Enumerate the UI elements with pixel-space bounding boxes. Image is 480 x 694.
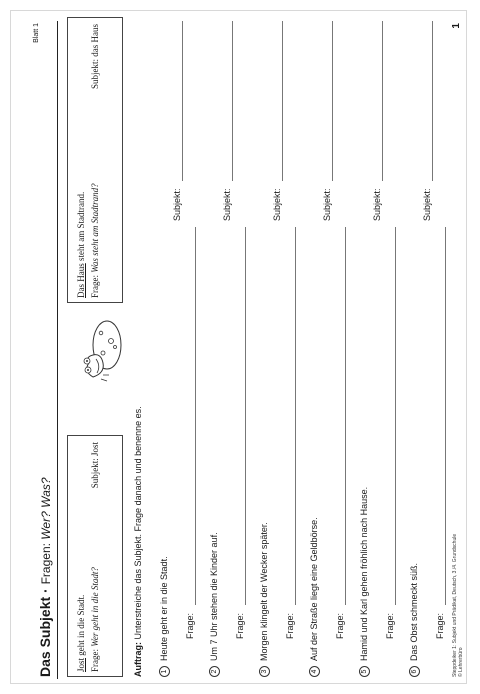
subject-label: Subjekt: bbox=[422, 188, 432, 221]
subject-label: Subjekt: bbox=[222, 188, 232, 221]
exercise-number: 6 bbox=[409, 666, 420, 677]
exercise-sentence: Morgen klingelt der Wecker später. bbox=[259, 522, 269, 661]
question-answer-line[interactable] bbox=[195, 227, 196, 605]
question-label: Frage: bbox=[435, 612, 445, 639]
example-2-question bbox=[90, 183, 100, 298]
title-text: Das Subjekt bbox=[37, 596, 53, 677]
example-1-subject: Subjekt: Jost bbox=[90, 442, 100, 489]
title-divider bbox=[57, 21, 58, 679]
subject-answer-line[interactable] bbox=[232, 21, 233, 181]
exercise-number: 2 bbox=[209, 666, 220, 677]
title-separator: · bbox=[37, 588, 53, 593]
example-2-sentence bbox=[76, 192, 86, 298]
question-label: Frage: bbox=[335, 612, 345, 639]
subject-answer-line[interactable] bbox=[182, 21, 183, 181]
page-footer bbox=[452, 534, 464, 677]
subject-label: Subjekt: bbox=[372, 188, 382, 221]
example-2-subject: Subjekt: das Haus bbox=[90, 24, 100, 89]
sheet-label: Blatt 1 bbox=[33, 23, 40, 43]
example-box-2 bbox=[67, 17, 123, 303]
example-2-question-prefix: Frage: bbox=[90, 272, 100, 298]
subject-answer-line[interactable] bbox=[382, 21, 383, 181]
task-instruction bbox=[133, 406, 143, 677]
subject-label: Subjekt: bbox=[272, 188, 282, 221]
page-frame bbox=[10, 10, 467, 684]
subject-answer-line[interactable] bbox=[332, 21, 333, 181]
footer-line-2: © Lehrerbüro bbox=[458, 647, 464, 677]
question-label: Frage: bbox=[235, 612, 245, 639]
exercise-number: 3 bbox=[259, 666, 270, 677]
exercise-number: 4 bbox=[309, 666, 320, 677]
exercise-sentence: Das Obst schmeckt süß. bbox=[409, 562, 419, 661]
subtitle-prefix: Fragen: bbox=[39, 539, 53, 585]
page-number: 1 bbox=[451, 23, 462, 29]
exercise-sentence: Hamid und Karl gehen fröhlich nach Hause. bbox=[359, 486, 369, 661]
example-2-question-text: Was steht am Stadtrand? bbox=[90, 183, 100, 273]
subject-label: Subjekt: bbox=[322, 188, 332, 221]
subject-answer-line[interactable] bbox=[282, 21, 283, 181]
question-label: Frage: bbox=[285, 612, 295, 639]
question-answer-line[interactable] bbox=[445, 227, 446, 605]
example-box-1 bbox=[67, 435, 123, 677]
exercise-sentence: Heute geht er in die Stadt. bbox=[159, 556, 169, 661]
question-answer-line[interactable] bbox=[295, 227, 296, 605]
question-answer-line[interactable] bbox=[245, 227, 246, 605]
task-text: Unterstreiche das Subjekt. Frage danach und benenne es. bbox=[133, 406, 143, 642]
subject-answer-line[interactable] bbox=[432, 21, 433, 181]
example-1-sentence-rest: geht in die Stadt. bbox=[76, 594, 86, 658]
exercise-sentence: Um 7 Uhr stehen die Kinder auf. bbox=[209, 532, 219, 661]
exercise-number: 1 bbox=[159, 666, 170, 677]
question-label: Frage: bbox=[185, 612, 195, 639]
task-label: Auftrag: bbox=[133, 642, 143, 677]
footer-line-1: Steppdeiker 1: Subjekt und Prädikat, Deutsch, 3./4. Grundschule bbox=[452, 533, 458, 677]
subject-label: Subjekt: bbox=[172, 188, 182, 221]
exercise-number: 5 bbox=[359, 666, 370, 677]
example-1-sentence bbox=[76, 595, 86, 672]
example-1-question-prefix: Frage: bbox=[90, 646, 100, 672]
question-answer-line[interactable] bbox=[345, 227, 346, 605]
example-1-question-text: Wer geht in die Stadt? bbox=[90, 567, 100, 647]
subtitle-question: Wer? Was? bbox=[39, 477, 53, 540]
exercise-item bbox=[409, 17, 449, 677]
example-1-question bbox=[90, 567, 100, 672]
example-2-sentence-rest: steht am Stadtrand. bbox=[76, 191, 86, 264]
question-answer-line[interactable] bbox=[395, 227, 396, 605]
page-title bbox=[37, 477, 53, 677]
question-label: Frage: bbox=[385, 612, 395, 639]
frog-illustration-icon bbox=[77, 317, 125, 383]
example-1-subject-word: Jost bbox=[76, 657, 86, 672]
exercise-sentence: Auf der Straße liegt eine Geldbörse. bbox=[309, 517, 319, 661]
example-2-subject-word: Das Haus bbox=[76, 263, 86, 298]
